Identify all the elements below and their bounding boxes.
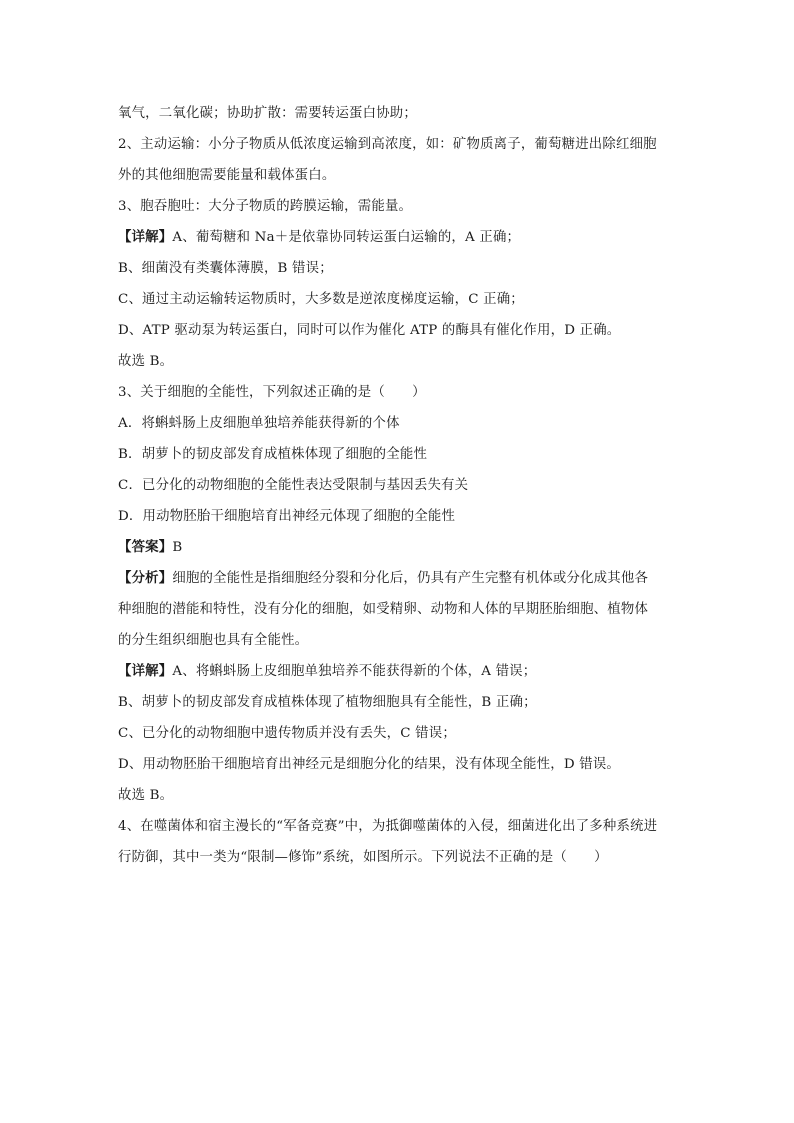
text-line xyxy=(118,129,718,160)
line-text: 细胞的全能性是指细胞经分裂和分化后，仍具有产生完整有机体或分化成其他各 xyxy=(172,571,649,586)
text-line xyxy=(118,439,718,470)
text-line xyxy=(118,842,718,873)
text-line xyxy=(118,532,718,563)
line-text: A、将蝌蚪肠上皮细胞单独培养不能获得新的个体，A 错误； xyxy=(172,664,537,679)
line-text: 氧气，二氧化碳；协助扩散：需要转运蛋白协助； xyxy=(118,106,417,121)
line-text: 故选 B。 xyxy=(118,354,174,369)
line-text: C．已分化的动物细胞的全能性表达受限制与基因丢失有关 xyxy=(118,478,469,493)
line-text: 故选 B。 xyxy=(118,788,174,803)
line-text: C、已分化的动物细胞中遗传物质并没有丢失，C 错误； xyxy=(118,726,456,741)
text-line xyxy=(118,470,718,501)
text-line xyxy=(118,191,718,222)
line-text: 的分生组织细胞也具有全能性。 xyxy=(118,633,309,648)
text-line xyxy=(118,780,718,811)
text-line xyxy=(118,594,718,625)
text-line xyxy=(118,749,718,780)
document-body xyxy=(118,98,718,873)
line-text: 种细胞的潜能和特性，没有分化的细胞，如受精卵、动物和人体的早期胚胎细胞、植物体 xyxy=(118,602,649,617)
text-line xyxy=(118,98,718,129)
line-text: 4、在噬菌体和宿主漫长的“军备竞赛”中，为抵御噬菌体的入侵，细菌进化出了多种系统进 xyxy=(118,819,658,834)
text-line xyxy=(118,563,718,594)
text-line xyxy=(118,284,718,315)
text-line xyxy=(118,501,718,532)
text-line xyxy=(118,656,718,687)
text-line xyxy=(118,811,718,842)
section-label: 【答案】 xyxy=(118,539,173,555)
section-label: 【详解】 xyxy=(118,663,173,679)
text-line xyxy=(118,346,718,377)
line-text: B、胡萝卜的韧皮部发育成植株体现了植物细胞具有全能性，B 正确； xyxy=(118,695,537,710)
text-line xyxy=(118,377,718,408)
section-label: 【分析】 xyxy=(118,570,173,586)
text-line xyxy=(118,625,718,656)
text-line xyxy=(118,253,718,284)
text-line xyxy=(118,222,718,253)
line-text: B、细菌没有类囊体薄膜，B 错误； xyxy=(118,261,333,276)
text-line xyxy=(118,408,718,439)
line-text: D．用动物胚胎干细胞培育出神经元体现了细胞的全能性 xyxy=(118,509,456,524)
text-line xyxy=(118,160,718,191)
line-text: D、用动物胚胎干细胞培育出神经元是细胞分化的结果，没有体现全能性，D 错误。 xyxy=(118,757,620,772)
line-text: D、ATP 驱动泵为转运蛋白，同时可以作为催化 ATP 的酶具有催化作用，D 正确。 xyxy=(118,323,621,338)
line-text: 3、关于细胞的全能性，下列叙述正确的是（ ） xyxy=(118,385,426,400)
line-text: B xyxy=(172,540,183,555)
line-text: 行防御，其中一类为“限制—修饰”系统，如图所示。下列说法不正确的是（ ） xyxy=(118,850,608,865)
line-text: A、葡萄糖和 Na＋是依靠协同转运蛋白运输的，A 正确； xyxy=(172,230,521,245)
line-text: 2、主动运输：小分子物质从低浓度运输到高浓度，如：矿物质离子，葡萄糖进出除红细胞 xyxy=(118,137,657,152)
text-line xyxy=(118,718,718,749)
text-line xyxy=(118,687,718,718)
line-text: 外的其他细胞需要能量和载体蛋白。 xyxy=(118,168,336,183)
line-text: B．胡萝卜的韧皮部发育成植株体现了细胞的全能性 xyxy=(118,447,428,462)
line-text: 3、胞吞胞吐：大分子物质的跨膜运输，需能量。 xyxy=(118,199,413,214)
line-text: A．将蝌蚪肠上皮细胞单独培养能获得新的个体 xyxy=(118,416,400,431)
text-line xyxy=(118,315,718,346)
line-text: C、通过主动运输转运物质时，大多数是逆浓度梯度运输，C 正确； xyxy=(118,292,524,307)
section-label: 【详解】 xyxy=(118,229,173,245)
